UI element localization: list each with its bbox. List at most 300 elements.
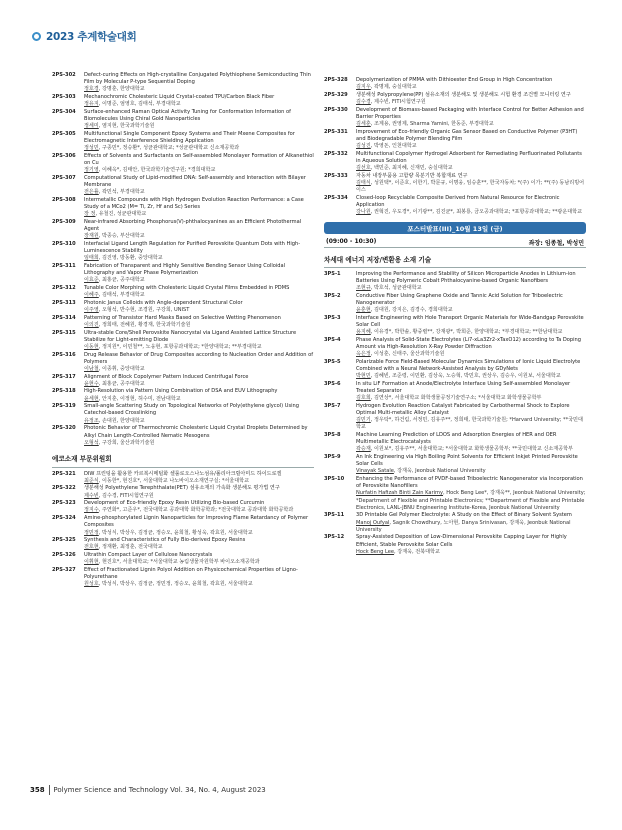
entry-body [84,241,314,262]
entry-presenter: 장재원 [84,233,99,240]
entry-authors [84,86,314,93]
entry-code: 3PS-4 [324,336,341,343]
entry-body [84,485,314,499]
entry-title: Interface Engineering with Hole Transport Organic Materials for Wide-Bandgap Perovskite Solar Cell [356,314,584,329]
entry-coauthors: , 정재환, 최정훈, 전국대학교 [98,544,163,551]
program-entry [52,300,314,314]
entry-coauthors: , 이성훈, 신태주, 울산과학기술원 [370,351,445,358]
entry-authors [356,549,586,556]
entry-body [84,374,314,388]
entry-title: High-Resolution via Pattern Using Combination of DSA and EUV Lithography [84,388,278,395]
entry-title: Alignment of Block Copolymer Pattern Induced Centrifugal Force [84,373,249,380]
entry-body [356,315,586,336]
entry-authors [356,307,586,314]
entry-code: 3PS-6 [324,380,341,387]
entry-title: Hydrogen Evolution Reaction Catalyst Fabricated by Carbothermal Shock to Explore Optimal Multi-metallic Alloy Catalyst [356,402,570,417]
entry-presenter: Hock Beng Lee [356,548,395,555]
section-divider [52,467,314,468]
entry-coauthors: , 강명훈, 한양대학교 [98,86,145,93]
session-title: 차세대 에너지 저장/변환용 소재 기술 [324,256,432,265]
entry-coauthors: , 이혜옥*, 김태안, 한국과학기술연구원; *경희대학교 [98,167,216,174]
entry-coauthors: , 김연상*, 서울대학교 화학생물공정기술연구소; *서울대학교 화학생물공학부 [370,395,542,402]
entry-code: 2PS-308 [52,196,76,203]
entry-code: 2PS-325 [52,537,76,544]
entry-authors [84,530,314,537]
entry-code: 2PS-306 [52,152,76,159]
entry-code: 2PS-326 [52,552,76,559]
entry-body [84,567,314,588]
entry-authors [84,493,314,500]
entry-presenter: 정성민 [84,145,99,152]
entry-authors [84,507,314,514]
entry-body [84,300,314,314]
entry-title: Development of Biomass-based Packaging with Interface Control for Better Adhesion and Barrier Properties [356,106,584,120]
right-entry-list-a [324,77,586,216]
entry-code: 2PS-333 [324,172,348,179]
program-entry [52,552,314,566]
entry-code: 3PS-12 [324,534,345,541]
entry-body [84,94,314,108]
entry-presenter: 최준식 [84,477,99,484]
program-entry [52,515,314,536]
entry-code: 3PS-9 [324,454,341,461]
entry-title: In situ LiF Formation at Anode/Electrolyte Interface Using Self-assembled Monolayer Treated Separator [356,380,571,395]
journal-info: Polymer Science and Technology Vol. 34, No. 4, August 2023 [53,786,266,794]
entry-authors [84,396,314,403]
entry-coauthors: , 김혜빈, 조준령, 이민환, 김상욱, 노승혁, 박민호, 권상우, 김승우, 이원보, 서울대학교 [370,373,561,380]
entry-coauthors: , 김태석, 부경대학교 [98,292,145,299]
entry-body [84,175,314,196]
entry-authors [84,292,314,299]
entry-title: Ultra-stable Core/Shell Perovskite Nanocrystal via Ligand Assisted Lattice Structure Stabilize for Light-emitting Diode [84,329,297,343]
entry-coauthors: , 이종휘, 중앙대학교 [98,365,145,372]
entry-body [84,72,314,93]
entry-code: 2PS-302 [52,72,76,78]
program-entry [52,471,314,485]
circle-bullet-icon [32,32,41,41]
left-entry-list [52,72,314,447]
poster-session-label: 포스터발표(III)_10월 13일 (금) [407,224,503,233]
program-entry [324,432,586,453]
program-entry [52,388,314,402]
page-title: 2023 추계학술대회 [46,30,137,43]
entry-body [84,197,314,218]
program-entry [52,485,314,499]
program-entry [324,151,586,172]
entry-authors [84,366,314,373]
entry-title: Photonic Janus Colloids with Angle-dependent Structural Color [84,299,243,306]
entry-code: 3PS-10 [324,476,345,483]
entry-title: Photonic Behavior of Thermochromic Cholesteric Liquid Crystal Droplets Determined by Alkyl Chain Length-Controlled Nematic Mesogens [84,425,308,439]
entry-title: Multifunctional Single Component Epoxy Systems and Their Mxene Composites for Electromagnetic Interference Shielding Application [84,130,295,145]
entry-title: Effects of Solvents and Surfactants on Self-assembled Monolayer Formation of Alkanethiol on Cu [84,152,314,167]
program-entry [324,195,586,216]
entry-code: 2PS-320 [52,425,76,432]
program-entry [324,77,586,91]
entry-coauthors: , 강재욱, 전북대학교 [394,548,440,555]
entry-presenter: 옥은정 [356,351,371,358]
entry-authors [84,123,314,130]
entry-title: 3D Printable Gel Polymer Electrolyte: A Study on the Effect of Binary Solvent System [356,512,572,519]
entry-body [356,359,586,380]
entry-coauthors: , Hock Beng Lee*, 강재욱**, Jeonbuk National University; *Department of Flexible and Printable Electronics; **Department of Flexible and Printable Electronics, LANL-JBNU Engineering Institute-Korea, Jeonbuk National University [356,490,586,511]
entry-body [84,425,314,446]
entry-coauthors: , 최홍균, 공주대학교 [98,277,145,284]
program-entry [324,173,586,194]
page-footer [30,785,266,795]
entry-title: Patterning of Transistor Hard Masks Based on Selective Wetting Phenomenon [84,314,281,321]
entry-code: 2PS-329 [324,91,348,98]
entry-title: Multifunctional Copolymer Hydrogel Adsorbent for Remediating Perfluorinated Pollutants in Aqueous Solution [356,150,582,164]
entry-presenter: 윤훈현 [356,307,371,314]
entry-code: 2PS-323 [52,500,76,507]
entry-authors [356,84,586,91]
entry-code: 2PS-307 [52,174,76,181]
entry-code: 2PS-314 [52,314,76,321]
entry-title: Fabrication of Transparent and Highly Sensitive Bending Sensor Using Colloidal Lithography and Vapor Phase Polymerization [84,262,286,277]
program-entry [324,359,586,380]
entry-authors [356,373,586,380]
entry-title: Computational Study of Lipid-modified DNA: Self-assembly and Interaction with Bilayer Membrane [84,174,306,189]
entry-presenter: 정호경 [84,86,99,93]
entry-body [356,107,586,128]
entry-body [84,552,314,566]
entry-coauthors: , 정우탁*, 하건림, 서정민, 김유주**, 정희태, 한국과학기술원; *Harvard University; **국민대학교 [356,417,583,431]
entry-authors [356,285,586,292]
entry-title: 생분해성 Polyethylene Terephthalate(PET) 섬유소재의 가속화 생분해도 평가법 연구 [84,485,280,492]
entry-presenter: 이의진 [84,321,99,328]
entry-code: 2PS-327 [52,566,76,573]
entry-body [84,388,314,402]
entry-coauthors: , 김진영, 방동환, 중앙대학교 [98,255,163,262]
entry-presenter: 장 정 [84,211,96,218]
entry-coauthors: , 조계용, 권영제, Sharma Yamini, 한동준, 부경대학교 [370,121,494,128]
entry-body [356,195,586,216]
entry-coauthors: , 이원보*, 김유주**, 서울대학교; *서울대학교 화학생물공학부; **국민대학교 신소재공학부 [370,446,573,453]
program-entry [52,94,314,108]
entry-code: 3PS-7 [324,402,341,409]
entry-body [84,471,314,485]
entry-coauthors: , 손대원, 한양대학교 [98,417,145,424]
page-number: 358 [30,786,45,794]
entry-title: Improvement of Eco-friendly Organic Gas Sensor Based on Conductive Polymer (P3HT) and Biodegradable Polymer Blending Film [356,128,578,142]
entry-authors [84,544,314,551]
entry-authors [84,344,314,351]
entry-code: 3PS-11 [324,512,345,519]
program-entry [324,403,586,432]
entry-body [356,476,586,512]
program-entry [52,175,314,196]
entry-presenter: 김성진 [356,143,371,150]
entry-title: Polarizable Force Field-Based Molecular Dynamics Simulations of Ionic Liquid Electrolyte Combined with a Neural Network-Assisted Analysis by GDyNets [356,358,581,373]
program-entry [52,72,314,93]
entry-presenter: 정세미 [84,123,99,130]
program-entry [324,534,586,555]
entry-coauthors: , 박성식, 박상우, 김정균, 정승오, 윤희철, 황성욱, 곽효원, 서울대학교 [98,529,253,536]
entry-title: Closed-loop Recyclable Composite Derived from Natural Resource for Electronic Application [356,194,560,208]
entry-coauthors: , 유철진, 성균관대학교 [95,211,147,218]
entry-coauthors: , 성원택*, 이준호, 이한기, 박문규, 이명웅, 임승훈**, 한국자동차; *(주) 이가; **(주) 동남리빙어이스 [356,179,585,194]
entry-code: 2PS-317 [52,373,76,380]
entry-title: Drug Release Behavior of Drug Composites according to Nucleation Order and Addition of Polymers [84,351,313,365]
right-column [324,77,586,556]
entry-title: Depolymerization of PMMA with Dithioester End Group in High Concentration [356,77,553,83]
entry-presenter: 이효준 [84,277,99,284]
entry-title: Surface-enhanced Raman Optical Activity Tuning for Conformation Information of Biomolecules Using Chiral Gold Nanoparticles [84,108,291,123]
program-entry [324,107,586,128]
entry-code: 2PS-305 [52,130,76,137]
entry-title: Defect-curing Effects on High-crystalline Conjugated Polythiophene Semiconducting Thin Film by Molecular P-type Sequential Doping [84,72,311,86]
entry-title: Phase Analysis of Solid-State Electrolytes (Li7-xLa3Zr2-xTaxO12) according to Ta Doping Amount via High-Resolution X-Ray Powder Diffraction [356,336,581,351]
entry-code: 2PS-309 [52,218,76,225]
program-entry [324,476,586,512]
right-entry-list-b [324,271,586,556]
entry-body [84,352,314,373]
entry-coauthors: , 곽민석, 부경대학교 [98,189,145,196]
entry-title: Ultrathin Compact Layer of Cellulose Nanocrystals [84,552,213,559]
footer-separator [49,785,50,795]
entry-title: An Ink Engineering via High Boiling Point Solvents for Efficient Inkjet Printed Perovskite Solar Cells [356,454,578,468]
program-entry [52,374,314,388]
entry-code: 3PS-2 [324,292,341,299]
program-entry [324,92,586,106]
entry-coauthors: , 정희태, 전혜원, 황경재, 한국과학기술원 [98,321,191,328]
entry-presenter: 유정조 [84,417,99,424]
entry-body [356,77,586,91]
entry-coauthors: , 백민준, 최지혜, 신재민, 숭실대학교 [370,165,453,172]
entry-coauthors: , 구강희, 울산과학기술원 [98,439,155,446]
entry-title: DIW 프린팅을 활용한 카르복시메틸화 셀룰로오스나노섬유/폴리아크릴아미드 하이드로겔 [84,470,282,477]
entry-body [84,537,314,551]
entry-body [84,263,314,284]
entry-body [84,219,314,240]
entry-authors [84,233,314,240]
entry-title: Amine-phosphorylated Lignin Nanoparticles for Improving Flame Retardancy of Polymer Composites [84,515,309,529]
entry-code: 2PS-331 [324,128,348,135]
entry-body [356,129,586,150]
entry-coauthors: , Sagnik Chowdhury, 노아현, Danya Srinivasan, 강재욱, Jeonbuk National University [356,519,571,533]
program-entry [52,219,314,240]
entry-code: 3PS-3 [324,314,341,321]
entry-title: Intermetallic Compounds with High Hydrogen Evolution Reaction Performance: a Case Study of a MCo2 (M= Ti, Zr, Hf and Sc) Series [84,196,304,211]
entry-body [84,315,314,329]
entry-presenter: 정기영 [84,167,99,174]
entry-presenter: 김세훈 [356,121,371,128]
entry-body [84,285,314,299]
entry-coauthors: , 박성식, 박상우, 김정균, 정민정, 정승오, 윤희철, 곽효원, 서울대학교 [98,581,253,588]
entry-coauthors: , 이동한*, 현진호*, 서울대학교 나노바이오소재연구실; *서울대학교 [98,477,250,484]
entry-presenter: 전호현 [84,544,99,551]
entry-authors [84,322,314,329]
entry-presenter: 윤현수 [84,380,99,387]
entry-presenter: 김지우 [356,84,371,91]
entry-body [84,109,314,130]
program-entry [324,454,586,475]
program-entry [52,131,314,152]
entry-authors [356,351,586,358]
entry-authors [356,417,586,431]
program-entry [52,109,314,130]
entry-authors [356,99,586,106]
entry-title: Improving the Performance and Stability of Silicon Microparticle Anodes in Lithium-ion Batteries Using Polymeric Cobalt Phthalocyanine-based Organic Nanofibers [356,270,576,284]
entry-presenter: 박현민 [356,373,371,380]
entry-body [84,153,314,174]
entry-authors [84,307,314,314]
entry-body [356,92,586,106]
program-entry [52,403,314,424]
entry-title: Mechanochromic Cholesteric Liquid Crystal-coated TPU/Carbon Black Fiber [84,94,275,101]
page-header [32,28,136,44]
entry-authors [356,395,586,402]
entry-coauthors: , 김수경, FITI시험연구원 [98,492,154,499]
entry-body [356,454,586,475]
entry-authors [84,418,314,425]
left-column [52,72,314,588]
entry-presenter: 이주영 [84,307,99,314]
entry-code: 2PS-310 [52,240,76,247]
entry-body [356,381,586,402]
eco-section-title: 에코소재 부문위원회 [52,454,112,463]
entry-authors [356,180,586,194]
program-entry [52,567,314,588]
entry-authors [356,490,586,511]
entry-authors [84,189,314,196]
entry-title: Synthesis and Characteristics of Fully Bio-derived Epoxy Resins [84,537,246,544]
entry-coauthors: , 김대원, 강지은, 김경수, 경희대학교 [370,307,453,314]
entry-code: 2PS-313 [52,299,76,306]
entry-coauthors: , 현진호*, 서울대학교; *서울대학교 농림생물자원학부 바이오소재공학과 [98,559,260,566]
entry-presenter: 김민기 [356,417,371,424]
entry-coauthors: , 최홍균, 공주대학교 [98,380,145,387]
entry-code: 2PS-334 [324,194,348,201]
entry-title: Tunable Color Morphing with Cholesteric Liquid Crystal Films Embedded in PDMS [84,285,290,291]
entry-code: 3PS-5 [324,358,341,365]
entry-coauthors: , 구종민*, 정승환*, 성균관대학교; *성균관대학교 신소재공학과 [98,145,240,152]
entry-presenter: 김선호 [356,165,371,172]
entry-authors [84,101,314,108]
entry-presenter: 이혜주 [84,292,99,299]
entry-coauthors: , 오형석, 반수현, 조경원, 구강희, UNIST [98,307,190,314]
program-entry [52,241,314,262]
program-entry [52,425,314,446]
entry-body [84,330,314,351]
entry-body [356,173,586,194]
session-title-divider [324,267,586,268]
entry-coauthors: , 강재욱, Jeonbuk National University [393,468,486,475]
entry-coauthors: , 염지현, 한국과학기술원 [98,123,155,130]
entry-presenter: 전은률 [84,189,99,196]
program-entry [324,337,586,358]
entry-authors [356,209,586,216]
entry-code: 2PS-324 [52,515,76,522]
entry-title: Effect of Fractionated Lignin Polyol Addition on Physicochemical Properties of Ligno-Polyurethane [84,566,298,581]
entry-authors [356,143,586,150]
entry-code: 2PS-321 [52,470,76,477]
session-time: (09:00 - 10:30) [326,238,377,246]
entry-code: 3PS-8 [324,432,341,439]
entry-presenter: 이남철 [84,365,99,372]
entry-coauthors: , 박종승, 부산대학교 [98,233,145,240]
entry-presenter: 정유지 [84,101,99,108]
entry-coauthors: , 주연화*, 고준우*, 전국대학교 공과대학 화학공학과; *전국대학교 공과대학 화학공학과 [98,507,294,514]
program-entry [52,537,314,551]
entry-authors [84,255,314,262]
program-entry [324,315,586,336]
entry-coauthors: , 제수빈, FITI시험연구원 [370,99,426,106]
program-entry [324,129,586,150]
entry-body [356,293,586,314]
program-entry [52,352,314,373]
entry-title: Small-angle Scattering Study on Topological Networks of Poly(ethylene glycol) Using Catechol-based Crosslinking [84,403,300,417]
entry-coauthors: , 박호석, 성균관대학교 [370,285,422,292]
program-entry [52,315,314,329]
entry-title: 자동차 내장부품용 고함량 목분기반 복합재료 연구 [356,172,468,179]
program-entry [52,285,314,299]
entry-body [84,500,314,514]
entry-presenter: 이휘현 [84,559,99,566]
entry-presenter: 오형석 [84,439,99,446]
program-entry [324,293,586,314]
entry-authors [356,446,586,453]
entry-code: 2PS-303 [52,94,76,101]
entry-authors [356,121,586,128]
entry-title: Development of Eco-friendly Epoxy Resin Utilizing Bio-based Curcumin [84,500,265,507]
entry-authors [84,211,314,218]
program-entry [52,197,314,218]
entry-authors [356,468,586,475]
entry-body [356,337,586,358]
entry-body [84,515,314,536]
entry-presenter: 이동현 [84,343,99,350]
entry-body [356,432,586,453]
poster-session-bar [324,222,586,234]
program-entry [52,153,314,174]
entry-presenter: 원성호 [84,581,99,588]
entry-coauthors: , 이유경*, 박한솔, 황중렬**, 강재광*, 박희준, 한양대학교; *부경대학교; **한남대학교 [370,329,563,336]
entry-presenter: 용지혜 [356,329,371,336]
entry-body [356,534,586,555]
program-entry [324,271,586,292]
entry-authors [84,145,314,152]
entry-code: 2PS-318 [52,388,76,395]
entry-body [356,151,586,172]
entry-presenter: 조현규 [356,285,371,292]
entry-code: 2PS-311 [52,262,76,269]
entry-presenter: 곽승재 [356,446,371,453]
entry-presenter: 김호희 [356,395,371,402]
entry-code: 2PS-319 [52,403,76,410]
entry-coauthors: , 이명준, 엄영호, 김태석, 부경대학교 [98,101,181,108]
entry-presenter: 임태희 [84,255,99,262]
entry-presenter: 김수경 [356,99,371,106]
entry-body [84,131,314,152]
entry-authors [84,277,314,284]
entry-code: 3PS-1 [324,270,341,277]
entry-title: Machine Learning Prediction of LDOS and Adsorption Energies of HER and OER Multimetallic Electrocatalysts [356,432,557,446]
entry-authors [84,381,314,388]
entry-coauthors: , 권혁진, 우도경*, 이기광**, 김진균*, 최봉룡, 금오공과대학교; *포항공과대학교; **광운대학교 [370,209,582,216]
entry-title: Spray-Assisted Deposition of Low-Dimensional Perovskite Capping Layer for Highly Efficient, Stable Perovskite Solar Cells [356,534,567,548]
entry-authors [356,329,586,336]
entry-coauthors: , 곽명제, 숭실대학교 [370,84,417,91]
program-entry [52,263,314,284]
entry-title: Interfacial Ligand Length Regulation for Purified Perovskite Quantum Dots with High-Luminescence Stability [84,240,301,255]
entry-presenter: Manoj Oufyal [356,519,390,526]
entry-presenter: 김태식 [356,179,371,186]
entry-code: 2PS-304 [52,108,76,115]
entry-authors [84,478,314,485]
session-chair: 좌장: 임종철, 박성민 [528,240,584,248]
